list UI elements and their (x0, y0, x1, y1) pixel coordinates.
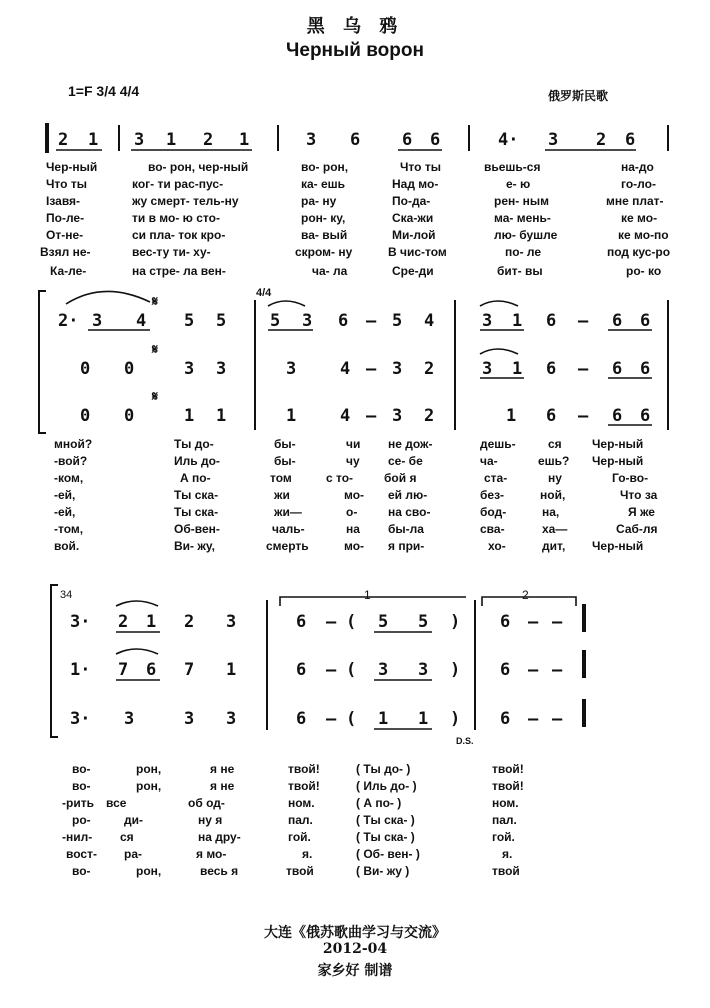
note: 3 (124, 709, 135, 729)
lyric-verse-5: о- (346, 505, 358, 519)
note: 0 (124, 406, 135, 426)
lyric-verse-5: бод- (480, 505, 507, 519)
note: 5 (270, 311, 281, 331)
lyric-verse-2: рон, (136, 779, 162, 793)
slur (66, 291, 150, 304)
lyric-verse-2: ( Иль до- ) (356, 779, 417, 793)
note: 1 (512, 311, 523, 331)
lyric-verse-1: Что ты (400, 160, 441, 174)
lyric-verse-6: под кус-ро (607, 245, 671, 259)
note: 6 (500, 612, 511, 632)
note: 3 (548, 130, 559, 150)
lyric-verse-7: дит, (542, 539, 566, 553)
note: ( (346, 612, 357, 632)
note: – (528, 660, 539, 680)
lyric-verse-1: Ты до- (174, 437, 214, 451)
note: – (326, 612, 337, 632)
lyric-verse-6: по- ле (505, 245, 542, 259)
note: – (366, 359, 377, 379)
lyric-verse-7: рон, (136, 864, 162, 878)
lyric-verse-1: во- рон, (301, 160, 349, 174)
note: 0 (124, 359, 135, 379)
note: 6 (546, 311, 557, 331)
note: 4 (424, 311, 435, 331)
note: 1 (378, 709, 389, 729)
lyric-verse-7: твой (286, 864, 314, 878)
note: – (578, 311, 589, 331)
lyric-verse-4: ро- (72, 813, 91, 827)
note: 3 (392, 359, 403, 379)
lyric-verse-3: ста- (484, 471, 508, 485)
note: 1 (166, 130, 177, 150)
lyric-verse-6: ( Об- вен- ) (356, 847, 420, 861)
note: 3· (70, 709, 91, 729)
lyric-verse-2: твой! (288, 779, 320, 793)
note: 6 (338, 311, 349, 331)
note: 3 (134, 130, 145, 150)
lyric-verse-2: ког- ти рас-пус- (132, 177, 224, 191)
lyric-verse-6: -том, (54, 522, 84, 536)
lyric-verse-4: ке мо- (621, 211, 658, 225)
lyric-verse-3: рен- ным (494, 194, 549, 208)
lyric-verse-6: я. (302, 847, 313, 861)
note: 2 (596, 130, 607, 150)
note: 2 (118, 612, 129, 632)
lyric-verse-3: -рить (62, 796, 94, 810)
note: 1 (184, 406, 195, 426)
lyric-verse-3: жу смерт- тель-ну (132, 194, 239, 208)
lyric-verse-3: Ізавя- (46, 194, 81, 208)
lyric-verse-7: ро- ко (626, 264, 662, 278)
lyric-verse-3: об од- (188, 796, 225, 810)
lyric-verse-1: Чер-ный (592, 437, 644, 451)
lyric-verse-1: не дож- (388, 437, 433, 451)
note: 4· (498, 130, 519, 150)
note: 3 (286, 359, 297, 379)
note: 6 (612, 406, 623, 426)
segno-mark: 𝄋 (152, 342, 159, 358)
lyric-verse-3: мне плат- (606, 194, 664, 208)
note: 2 (58, 130, 69, 150)
slur (116, 649, 158, 654)
song-title-russian: Черный ворон (286, 40, 424, 61)
note: – (552, 660, 563, 680)
note: 3 (226, 612, 237, 632)
lyric-verse-1: на-до (621, 160, 654, 174)
note: 6 (546, 359, 557, 379)
note: 3 (306, 130, 317, 150)
lyric-verse-7: бит- вы (497, 264, 543, 278)
lyric-verse-7: Ка-ле- (50, 264, 87, 278)
lyric-verse-1: твой! (492, 762, 524, 776)
lyric-verse-6: Об-вен- (174, 522, 220, 536)
lyric-verse-6: на (346, 522, 360, 536)
lyric-verse-7: хо- (488, 539, 506, 553)
note: 5 (216, 311, 227, 331)
lyric-verse-2: Что ты (46, 177, 87, 191)
lyric-verse-5: ( Ты ска- ) (356, 830, 415, 844)
lyric-verse-6: вост- (66, 847, 97, 861)
lyric-verse-1: твой! (288, 762, 320, 776)
lyric-verse-7: я при- (388, 539, 425, 553)
note: 6 (625, 130, 636, 150)
note: 1 (226, 660, 237, 680)
note: ) (450, 612, 461, 632)
note: 4 (340, 359, 351, 379)
lyric-verse-4: ма- мень- (494, 211, 551, 225)
note: 6 (640, 311, 651, 331)
lyric-verse-2: бы- (274, 454, 296, 468)
time-signature-change: 4/4 (256, 287, 272, 299)
lyric-verse-6: Взял не- (40, 245, 91, 259)
lyric-verse-2: ка- ешь (301, 177, 346, 191)
lyric-verse-4: -ей, (54, 488, 76, 502)
note: 6 (350, 130, 361, 150)
note: 3 (482, 359, 493, 379)
note: 3 (378, 660, 389, 680)
lyric-verse-7: вой. (54, 539, 80, 553)
note: 6 (430, 130, 441, 150)
lyric-verse-6: ха— (542, 522, 568, 536)
note: 3 (482, 311, 493, 331)
lyric-verse-7: мо- (344, 539, 365, 553)
lyric-verse-1: мной? (54, 437, 93, 451)
lyric-verse-2: ча- (480, 454, 498, 468)
note: 1 (506, 406, 517, 426)
lyric-verse-2: е- ю (506, 177, 531, 191)
lyric-verse-1: бы- (274, 437, 296, 451)
note: 3 (184, 359, 195, 379)
lyric-verse-4: пал. (492, 813, 517, 827)
note: – (552, 612, 563, 632)
lyric-verse-3: ном. (288, 796, 315, 810)
note: 6 (296, 709, 307, 729)
note: 6 (500, 709, 511, 729)
note: 6 (402, 130, 413, 150)
note: 1 (239, 130, 250, 150)
note: 2 (184, 612, 195, 632)
lyric-verse-4: ти в мо- ю сто- (132, 211, 220, 225)
lyric-verse-3: все (106, 796, 127, 810)
note: 2· (58, 311, 79, 331)
note: 3 (418, 660, 429, 680)
note: 6 (640, 406, 651, 426)
note: 5 (184, 311, 195, 331)
lyric-verse-1: чи (346, 437, 361, 451)
lyric-verse-5: ке мо-по (618, 228, 669, 242)
lyric-verse-4: мо- (344, 488, 365, 502)
slur (268, 301, 305, 306)
note: 3 (216, 359, 227, 379)
lyric-verse-1: Чер-ный (46, 160, 98, 174)
lyric-verse-2: во- (72, 779, 91, 793)
song-origin: 俄罗斯民歌 (548, 89, 609, 103)
lyric-verse-4: ди- (124, 813, 143, 827)
note: 7 (118, 660, 129, 680)
note: 3 (226, 709, 237, 729)
slur (116, 601, 158, 606)
note: 6 (612, 359, 623, 379)
lyric-verse-2: я не (210, 779, 235, 793)
lyric-verse-3: -ком, (54, 471, 84, 485)
lyric-verse-5: Ты ска- (174, 505, 219, 519)
lyric-verse-2: Чер-ный (592, 454, 644, 468)
slur (480, 349, 518, 354)
lyric-verse-1: вьешь-ся (484, 160, 541, 174)
note: 5 (418, 612, 429, 632)
lyric-verse-5: на сво- (388, 505, 431, 519)
measure-number: 34 (60, 589, 73, 601)
lyric-verse-5: ва- вый (301, 228, 348, 242)
lyric-verse-1: дешь- (480, 437, 516, 451)
song-title-chinese: 黑 乌 鸦 (306, 16, 404, 37)
lyric-verse-5: -нил- (62, 830, 93, 844)
lyric-verse-3: По-да- (392, 194, 431, 208)
note: – (578, 406, 589, 426)
lyric-verse-1: во- рон, чер-ный (148, 160, 249, 174)
lyric-verse-5: на дру- (198, 830, 241, 844)
lyric-verse-7: Сре-ди (392, 264, 434, 278)
note: 1· (70, 660, 91, 680)
note: 6 (146, 660, 157, 680)
lyric-verse-5: си пла- ток кро- (132, 228, 226, 242)
lyric-verse-5: Я же (628, 505, 655, 519)
lyric-verse-4: Ска-жи (392, 211, 434, 225)
note: 6 (546, 406, 557, 426)
note: – (528, 612, 539, 632)
lyric-verse-4: пал. (288, 813, 313, 827)
lyric-verse-4: По-ле- (46, 211, 85, 225)
note: 4 (136, 311, 147, 331)
lyric-verse-3: с то- (326, 471, 354, 485)
lyric-verse-3: ном. (492, 796, 519, 810)
footer-source: 大连《俄苏歌曲学习与交流》 (264, 925, 446, 941)
segno-mark: 𝄋 (152, 294, 159, 310)
note: 3 (392, 406, 403, 426)
lyric-verse-6: скром- ну (295, 245, 353, 259)
note: – (326, 660, 337, 680)
volta-bracket-1 (280, 597, 466, 606)
lyric-verse-6: В чис-том (388, 245, 447, 259)
note: 6 (296, 612, 307, 632)
slur (480, 301, 518, 306)
lyric-verse-1: я не (210, 762, 235, 776)
key-signature: 1=F 3/4 4/4 (68, 83, 140, 99)
lyric-verse-4: жи (274, 488, 290, 502)
lyric-verse-6: вес-ту ти- ху- (132, 245, 211, 259)
note: – (326, 709, 337, 729)
lyric-verse-3: ра- ну (301, 194, 337, 208)
lyric-verse-5: ся (120, 830, 134, 844)
note: 3 (92, 311, 103, 331)
lyric-verse-4: Ты ска- (174, 488, 219, 502)
note: 3 (302, 311, 313, 331)
lyric-verse-6: ра- (124, 847, 142, 861)
lyric-verse-6: чаль- (272, 522, 305, 536)
lyric-verse-6: бы-ла (388, 522, 424, 536)
lyric-verse-7: во- (72, 864, 91, 878)
note: 6 (296, 660, 307, 680)
lyric-verse-2: Над мо- (392, 177, 439, 191)
note: 2 (424, 406, 435, 426)
segno-mark: 𝄋 (152, 389, 159, 405)
lyric-verse-5: жи— (274, 505, 302, 519)
lyric-verse-2: -вой? (54, 454, 88, 468)
note: 6 (640, 359, 651, 379)
lyric-verse-5: От-не- (46, 228, 84, 242)
lyric-verse-5: на, (542, 505, 560, 519)
note: 1 (216, 406, 227, 426)
note: 1 (88, 130, 99, 150)
note: 3 (184, 709, 195, 729)
lyric-verse-5: гой. (492, 830, 515, 844)
note: 6 (500, 660, 511, 680)
volta-bracket-2 (482, 597, 576, 606)
lyric-verse-2: Иль до- (174, 454, 220, 468)
note: – (552, 709, 563, 729)
lyric-verse-7: на стре- ла вен- (132, 264, 226, 278)
lyric-verse-4: ну я (198, 813, 223, 827)
lyric-verse-3: А по- (180, 471, 211, 485)
volta-1-label: 1 (364, 588, 371, 602)
lyric-verse-4: ной, (540, 488, 566, 502)
lyric-verse-1: рон, (136, 762, 162, 776)
lyric-verse-7: ( Ви- жу ) (356, 864, 410, 878)
lyric-verse-2: чу (346, 454, 360, 468)
lyric-verse-7: ча- ла (312, 264, 348, 278)
lyric-verse-7: смерть (266, 539, 309, 553)
lyric-verse-3: ( А по- ) (356, 796, 402, 810)
note: 0 (80, 406, 91, 426)
note: – (366, 406, 377, 426)
lyric-verse-6: Саб-ля (616, 522, 658, 536)
note: 1 (418, 709, 429, 729)
lyric-verse-4: рон- ку, (301, 211, 346, 225)
note: 1 (146, 612, 157, 632)
lyric-verse-5: лю- бушле (494, 228, 558, 242)
lyric-verse-7: Чер-ный (592, 539, 644, 553)
note: 3· (70, 612, 91, 632)
lyric-verse-7: весь я (200, 864, 239, 878)
lyric-verse-5: Ми-лой (392, 228, 436, 242)
footer-author: 家乡好 制谱 (317, 963, 393, 979)
dal-segno-mark: D.S. (456, 736, 474, 746)
note: 2 (203, 130, 214, 150)
lyric-verse-4: Что за (620, 488, 658, 502)
volta-2-label: 2 (522, 588, 529, 602)
lyric-verse-7: твой (492, 864, 520, 878)
lyric-verse-6: сва- (480, 522, 505, 536)
lyric-verse-3: том (270, 471, 292, 485)
lyric-verse-1: ( Ты до- ) (356, 762, 411, 776)
lyric-verse-1: ся (548, 437, 562, 451)
note: ) (450, 660, 461, 680)
note: 1 (286, 406, 297, 426)
lyric-verse-6: я мо- (196, 847, 227, 861)
note: – (366, 311, 377, 331)
lyric-verse-5: -ей, (54, 505, 76, 519)
lyric-verse-2: твой! (492, 779, 524, 793)
lyric-verse-3: ну (548, 471, 562, 485)
note: ) (450, 709, 461, 729)
note: 6 (612, 311, 623, 331)
lyric-verse-2: се- бе (388, 454, 423, 468)
note: 5 (378, 612, 389, 632)
note: – (578, 359, 589, 379)
lyric-verse-3: бой я (384, 471, 417, 485)
lyric-verse-3: Го-во- (612, 471, 649, 485)
lyric-verse-5: гой. (288, 830, 311, 844)
lyric-verse-4: ( Ты ска- ) (356, 813, 415, 827)
lyric-verse-4: без- (480, 488, 505, 502)
note: 0 (80, 359, 91, 379)
lyric-verse-1: во- (72, 762, 91, 776)
lyric-verse-2: ешь? (538, 454, 570, 468)
lyric-verse-2: го-ло- (621, 177, 656, 191)
footer-date: 2012-04 (322, 941, 388, 957)
note: 7 (184, 660, 195, 680)
note: 2 (424, 359, 435, 379)
note: 5 (392, 311, 403, 331)
note: 4 (340, 406, 351, 426)
note: 1 (512, 359, 523, 379)
note: – (528, 709, 539, 729)
note: ( (346, 709, 357, 729)
lyric-verse-7: Ви- жу, (174, 539, 215, 553)
lyric-verse-4: ей лю- (388, 488, 428, 502)
note: ( (346, 660, 357, 680)
lyric-verse-6: я. (502, 847, 513, 861)
